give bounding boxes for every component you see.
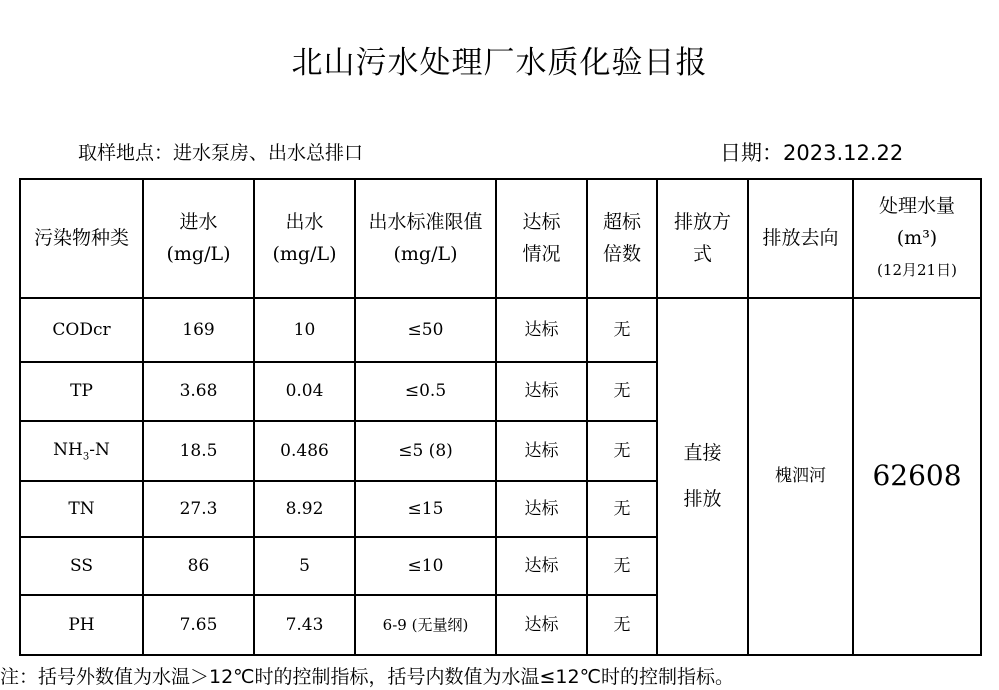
pollutant-name: TP xyxy=(20,362,143,421)
limit-value: ≤0.5 xyxy=(355,362,496,421)
outflow-value: 7.43 xyxy=(254,595,355,655)
status-value: 达标 xyxy=(496,421,587,481)
pollutant-name: PH xyxy=(20,595,143,655)
discharge-method: 直接 排放 xyxy=(657,298,748,655)
status-value: 达标 xyxy=(496,362,587,421)
treated-volume: 62608 xyxy=(853,298,981,655)
limit-value: ≤50 xyxy=(355,298,496,362)
water-quality-table xyxy=(19,178,982,656)
limit-value: ≤5 (8) xyxy=(355,421,496,481)
header-outflow: 出水 (mg/L) xyxy=(254,179,355,298)
exceed-value: 无 xyxy=(587,481,657,537)
header-inflow: 进水 (mg/L) xyxy=(143,179,254,298)
status-value: 达标 xyxy=(496,537,587,595)
outflow-value: 0.486 xyxy=(254,421,355,481)
header-limit: 出水标准限值 (mg/L) xyxy=(355,179,496,298)
exceed-value: 无 xyxy=(587,421,657,481)
outflow-value: 5 xyxy=(254,537,355,595)
exceed-value: 无 xyxy=(587,595,657,655)
header-method: 排放方 式 xyxy=(657,179,748,298)
status-value: 达标 xyxy=(496,481,587,537)
header-pollutant: 污染物种类 xyxy=(20,179,143,298)
inflow-value: 27.3 xyxy=(143,481,254,537)
limit-value: ≤15 xyxy=(355,481,496,537)
inflow-value: 3.68 xyxy=(143,362,254,421)
inflow-value: 169 xyxy=(143,298,254,362)
sampling-location: 取样地点：进水泵房、出水总排口 xyxy=(78,142,364,164)
status-value: 达标 xyxy=(496,298,587,362)
inflow-value: 86 xyxy=(143,537,254,595)
table-row xyxy=(20,298,981,362)
exceed-value: 无 xyxy=(587,362,657,421)
exceed-value: 无 xyxy=(587,298,657,362)
discharge-destination: 槐泗河 xyxy=(748,298,853,655)
footnote: 注：括号外数值为水温＞12℃时的控制指标，括号内数值为水温≤12℃时的控制指标。 xyxy=(0,666,734,688)
header-exceed: 超标 倍数 xyxy=(587,179,657,298)
status-value: 达标 xyxy=(496,595,587,655)
inflow-value: 7.65 xyxy=(143,595,254,655)
limit-value: 6-9 (无量纲) xyxy=(355,595,496,655)
outflow-value: 10 xyxy=(254,298,355,362)
pollutant-name: TN xyxy=(20,481,143,537)
header-dest: 排放去向 xyxy=(748,179,853,298)
pollutant-name: CODcr xyxy=(20,298,143,362)
outflow-value: 0.04 xyxy=(254,362,355,421)
header-row xyxy=(20,179,981,298)
header-volume: 处理水量 (m³) (12月21日) xyxy=(853,179,981,298)
header-status: 达标 情况 xyxy=(496,179,587,298)
limit-value: ≤10 xyxy=(355,537,496,595)
pollutant-name: $NH_3-N$ xyxy=(20,421,143,481)
pollutant-name: SS xyxy=(20,537,143,595)
exceed-value: 无 xyxy=(587,537,657,595)
outflow-value: 8.92 xyxy=(254,481,355,537)
report-date: 日期：2023.12.22 xyxy=(720,141,904,165)
report-title: 北山污水处理厂水质化验日报 xyxy=(291,45,708,81)
inflow-value: 18.5 xyxy=(143,421,254,481)
